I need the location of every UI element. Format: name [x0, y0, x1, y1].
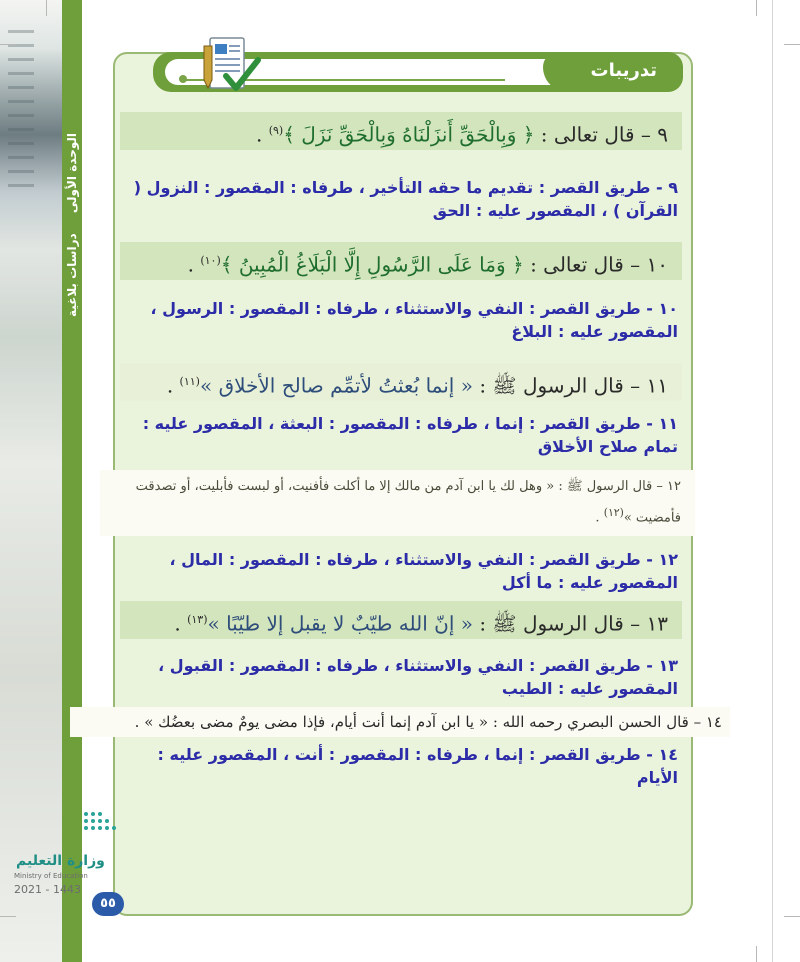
- ministry-name-ar: وزارة التعليم: [16, 853, 105, 869]
- edition-year: 2021 - 1443: [14, 883, 81, 896]
- question-9: [120, 112, 682, 150]
- crop-mark: [46, 0, 47, 16]
- answer-10: ١٠ - طريق القصر : النفي والاستثناء ، طرفاه : المقصور : الرسول ، المقصور عليه : البلاغ: [150, 299, 678, 341]
- question-13-ref: (١٣): [187, 613, 208, 626]
- answer-9: ٩ - طريق القصر : تقديم ما حقه التأخير ، طرفاه : المقصور : النزول ( القرآن ) ، المقصور عليه : الحق: [133, 178, 678, 220]
- question-10-ref: (١٠): [200, 254, 221, 267]
- question-14-end: .: [134, 713, 140, 731]
- answer-12: ١٢ - طريق القصر : النفي والاستثناء ، طرفاه : المقصور : المال ، المقصور عليه : ما أكل: [169, 550, 678, 592]
- question-12: [100, 470, 695, 536]
- question-12-end: .: [595, 510, 600, 526]
- title-dot: [179, 75, 187, 83]
- question-14-quote: « يا ابن آدم إنما أنت أيام، فإذا مضى يومٌ مضى بعضُك »: [144, 713, 489, 731]
- ministry-name-en: Ministry of Education: [14, 872, 88, 880]
- answer-14: ١٤ - طريق القصر : إنما ، طرفاه : المقصور : أنت ، المقصور عليه : الأيام: [157, 745, 678, 787]
- question-10-prefix: ١٠ – قال تعالى :: [523, 252, 668, 277]
- subject-label: دراسات بلاغية: [65, 233, 79, 318]
- question-9-prefix: ٩ – قال تعالى :: [534, 122, 668, 147]
- page-edge-line: [772, 0, 773, 962]
- side-bar: [62, 0, 82, 962]
- answer-13: ١٣ - طريق القصر : النفي والاستثناء ، طرفاه : المقصور : القبول ، المقصور عليه : الطيب: [158, 656, 678, 698]
- building-photo-strip: [0, 0, 62, 962]
- title-tab: [543, 52, 683, 92]
- question-12-quote: « وهل لك يا ابن آدم من مالك إلا ما أكلت فأفنيت، أو لبست فأبليت، أو تصدقت فأمضيت »: [135, 479, 681, 526]
- question-11-quote: « إنما بُعثتُ لأتمِّم صالح الأخلاق »: [199, 373, 473, 398]
- question-13-end: .: [174, 611, 181, 636]
- question-13-prefix: ١٣ – قال الرسول ﷺ :: [472, 611, 668, 636]
- question-9-ref: (٩): [268, 124, 284, 137]
- crop-mark: [0, 916, 16, 917]
- question-9-end: .: [255, 122, 263, 147]
- question-14: [70, 707, 730, 737]
- question-10: [120, 242, 682, 280]
- question-12-prefix: ١٢ – قال الرسول ﷺ :: [554, 479, 681, 494]
- document-pen-check-icon: [196, 36, 264, 96]
- question-13-quote: « إنّ الله طيّبٌ لا يقبل إلا طيّبًا »: [207, 611, 473, 636]
- section-title: تدريبات: [590, 60, 657, 81]
- question-9-quote: ﴿ وَبِالْحَقِّ أَنزَلْنَاهُ وَبِالْحَقِّ نَزَلَ ﴾: [283, 122, 535, 147]
- crop-mark: [756, 0, 757, 16]
- question-10-end: .: [187, 252, 194, 277]
- unit-label: الوحدة الأولى: [65, 133, 79, 214]
- question-14-prefix: ١٤ – قال الحسن البصري رحمه الله :: [488, 713, 722, 731]
- question-11: [120, 363, 682, 401]
- question-13: [120, 601, 682, 639]
- side-bar-text: [62, 125, 82, 318]
- question-11-prefix: ١١ – قال الرسول ﷺ :: [472, 373, 668, 398]
- crop-mark: [0, 44, 16, 45]
- crop-mark: [784, 916, 800, 917]
- question-11-end: .: [166, 373, 174, 398]
- crop-mark: [756, 946, 757, 962]
- page-number-badge: ٥٥: [92, 892, 124, 916]
- crop-mark: [784, 44, 800, 45]
- answer-11: ١١ - طريق القصر : إنما ، طرفاه : المقصور : البعثة ، المقصور عليه : تمام صلاح الأخلاق: [142, 414, 678, 456]
- question-12-ref: (١٢): [603, 506, 624, 519]
- question-11-ref: (١١): [179, 375, 200, 388]
- question-10-quote: ﴿ وَمَا عَلَى الرَّسُولِ إِلَّا الْبَلَاغُ الْمُبِينُ ﴾: [220, 252, 524, 277]
